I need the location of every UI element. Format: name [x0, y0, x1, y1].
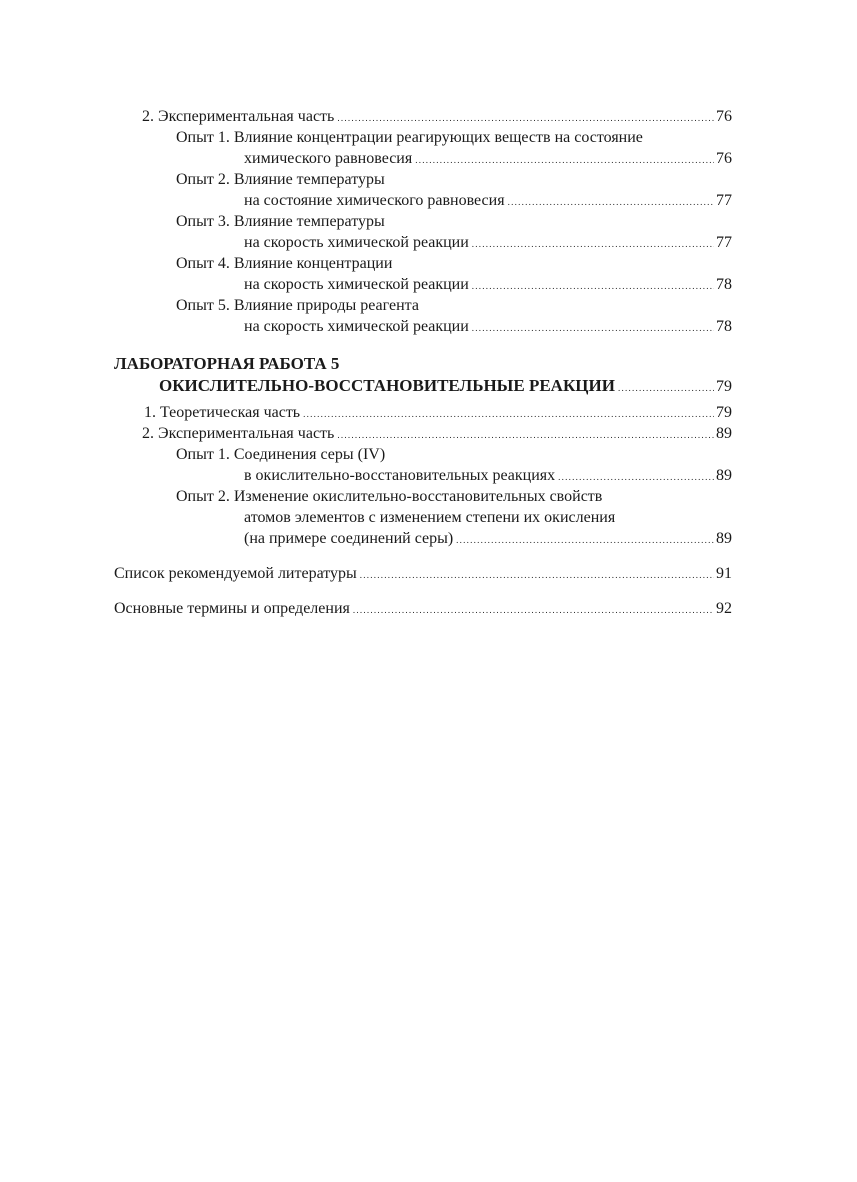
toc-page-number: 77: [716, 192, 732, 209]
toc-page-number: 92: [716, 600, 732, 617]
toc-entry-label-continued: (на примере соединений серы): [244, 530, 454, 547]
toc-entry-experimental-part[interactable]: [114, 106, 732, 127]
toc-entry-experiment-4[interactable]: [114, 253, 732, 295]
toc-entry-label: Опыт 4. Влияние концентрации: [176, 255, 393, 272]
toc-page-number: 76: [716, 108, 732, 125]
toc-entry-label: Опыт 1. Влияние концентрации реагирующих веществ на состояние: [176, 129, 643, 146]
leader-dots: [456, 528, 714, 551]
toc-entry-label: 1. Теоретическая часть: [144, 404, 301, 421]
toc-page-number: 78: [716, 318, 732, 335]
toc-entry-experiment-2[interactable]: [114, 486, 732, 549]
toc-entry-label-continued: на скорость химической реакции: [244, 234, 469, 251]
leader-dots: [337, 423, 714, 446]
toc-entry-label: 2. Экспериментальная часть: [142, 108, 335, 125]
table-of-contents: [114, 106, 732, 619]
toc-entry-label-continued: на скорость химической реакции: [244, 318, 469, 335]
leader-dots: [472, 316, 714, 339]
toc-entry-experiment-5[interactable]: [114, 295, 732, 337]
toc-page-number: 79: [716, 378, 732, 395]
toc-entry-label: Опыт 5. Влияние природы реагента: [176, 297, 419, 314]
toc-entry-theoretical-part[interactable]: [114, 402, 732, 423]
toc-entry-experiment-2[interactable]: [114, 169, 732, 211]
toc-entry-experiment-3[interactable]: [114, 211, 732, 253]
leader-dots: [618, 374, 714, 400]
toc-entry-label-continued: химического равновесия: [244, 150, 413, 167]
toc-page-number: 91: [716, 565, 732, 582]
toc-entry-label-continued: в окислительно-восстановительных реакциях: [244, 467, 556, 484]
toc-entry-experiment-1[interactable]: [114, 127, 732, 169]
toc-page-number: 76: [716, 150, 732, 167]
lab-work-heading: ЛАБОРАТОРНАЯ РАБОТА 5: [114, 354, 340, 373]
toc-entry-label-continued: на скорость химической реакции: [244, 276, 469, 293]
toc-entry-glossary[interactable]: [114, 598, 732, 619]
toc-entry-lab-work-5[interactable]: [114, 353, 732, 398]
leader-dots: [472, 274, 714, 297]
leader-dots: [558, 465, 714, 488]
toc-page-number: 89: [716, 425, 732, 442]
toc-entry-experiment-1[interactable]: [114, 444, 732, 486]
toc-page-number: 78: [716, 276, 732, 293]
toc-page-number: 89: [716, 467, 732, 484]
toc-entry-label: Опыт 2. Изменение окислительно-восстановительных свойств: [176, 488, 603, 505]
toc-page-number: 79: [716, 404, 732, 421]
toc-page-number: 77: [716, 234, 732, 251]
leader-dots: [337, 106, 714, 129]
toc-page-number: 89: [716, 530, 732, 547]
leader-dots: [360, 563, 714, 586]
toc-entry-label: Основные термины и определения: [114, 600, 350, 617]
leader-dots: [303, 402, 714, 425]
toc-entry-experimental-part[interactable]: [114, 423, 732, 444]
toc-entry-label-continued: атомов элементов с изменением степени их окисления: [244, 509, 616, 526]
toc-entry-label-continued: на состояние химического равновесия: [244, 192, 505, 209]
toc-entry-label: 2. Экспериментальная часть: [142, 425, 335, 442]
leader-dots: [415, 148, 714, 171]
toc-entry-label: Опыт 3. Влияние температуры: [176, 213, 385, 230]
leader-dots: [472, 232, 714, 255]
leader-dots: [353, 598, 714, 621]
toc-entry-label: Опыт 2. Влияние температуры: [176, 171, 385, 188]
leader-dots: [508, 190, 714, 213]
toc-entry-references[interactable]: [114, 563, 732, 584]
toc-entry-label: Опыт 1. Соединения серы (IV): [176, 446, 386, 463]
toc-entry-label: Список рекомендуемой литературы: [114, 565, 357, 582]
lab-work-title: ОКИСЛИТЕЛЬНО-ВОССТАНОВИТЕЛЬНЫЕ РЕАКЦИИ: [159, 376, 615, 395]
